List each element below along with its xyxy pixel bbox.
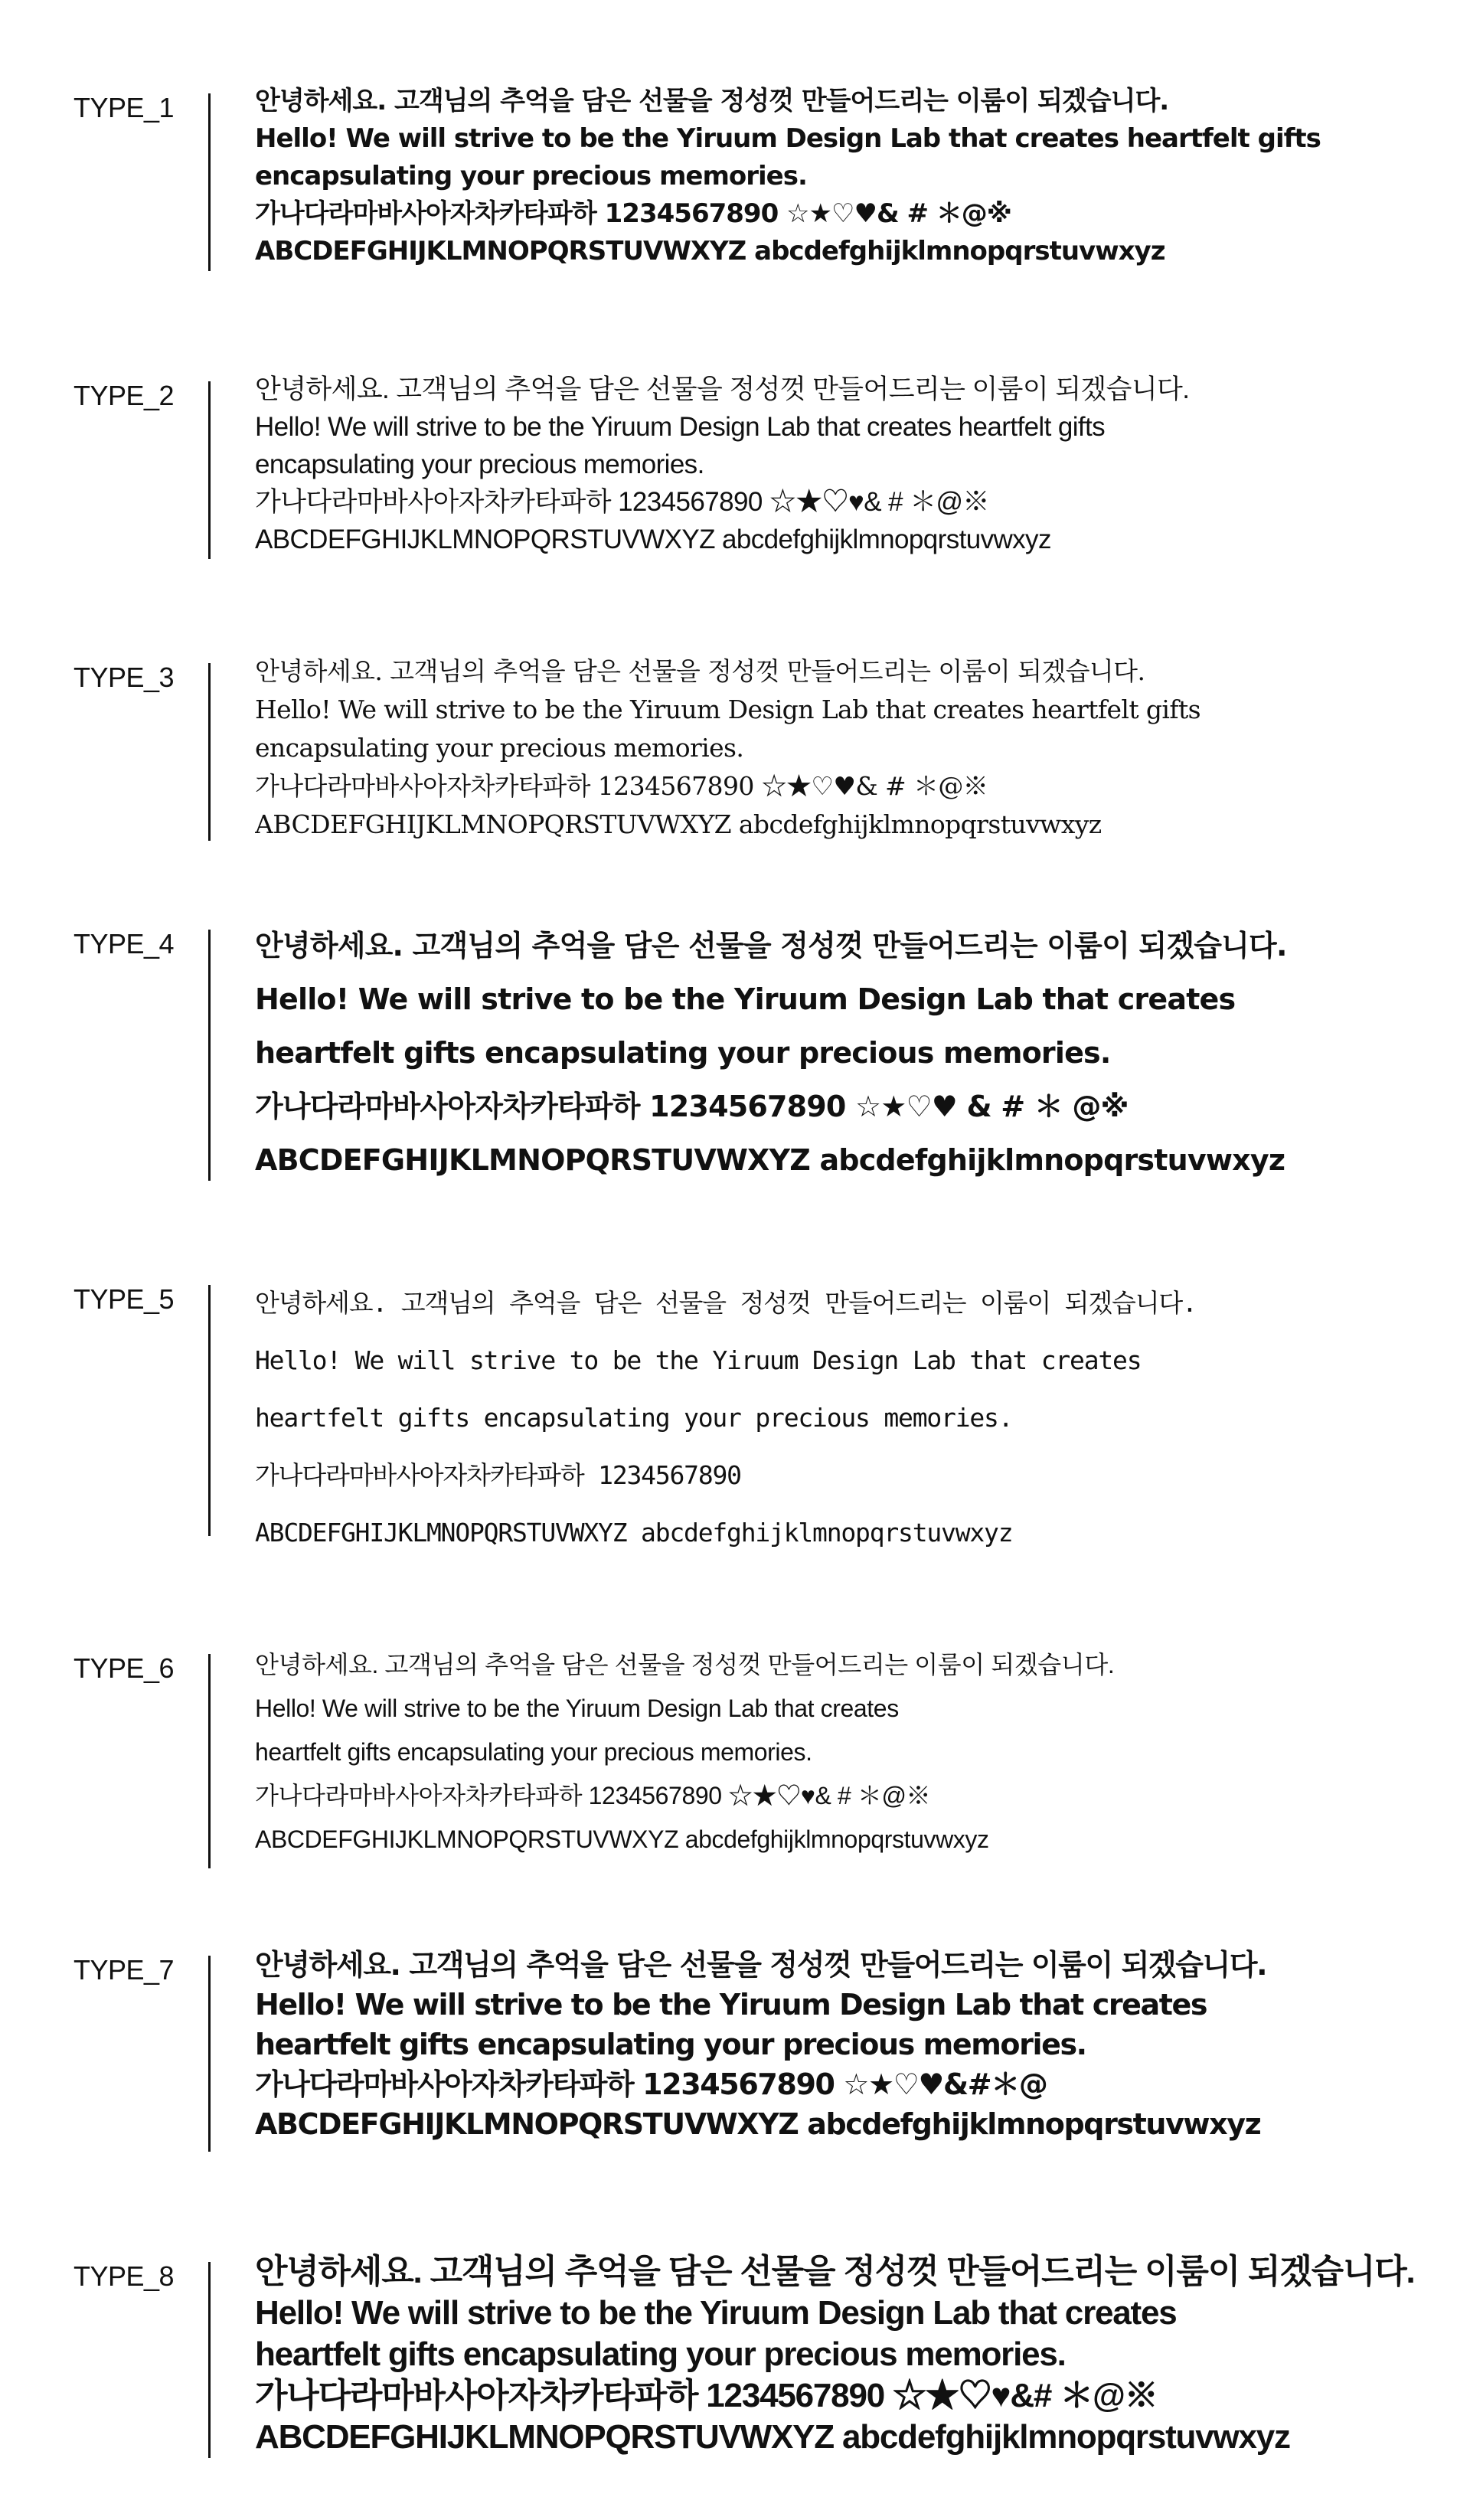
sample-line-glyphs: 가나다라마바사아자차카타파하 1234567890 ☆★♡♥ & # ＊ @※ (255, 1090, 1129, 1123)
sample-line-korean: 안녕하세요. 고객님의 추억을 담은 선물을 정성껏 만들어드리는 이룸이 되겠습니다. (255, 86, 1169, 116)
type-label: TYPE_7 (74, 1954, 175, 1986)
divider-bar (208, 1956, 211, 2152)
sample-line-glyphs: 가나다라마바사아자차카타파하 1234567890 ☆★♡♥& # ＊@※ (255, 1782, 931, 1809)
sample-line-alphabet: ABCDEFGHIJKLMNOPQRSTUVWXYZ abcdefghijklmnopqrstuvwxyz (255, 2107, 1261, 2141)
sample-line-alphabet: ABCDEFGHIJKLMNOPQRSTUVWXYZ abcdefghijklmnopqrstuvwxyz (255, 1143, 1285, 1177)
sample-line-glyphs: 가나다라마바사아자차카타파하 1234567890 ☆★♡♥& # ＊@※ (255, 487, 989, 517)
sample-line-alphabet: ABCDEFGHIJKLMNOPQRSTUVWXYZ abcdefghijklmnopqrstuvwxyz (255, 2418, 1290, 2456)
sample-line-english-1: Hello! We will strive to be the Yiruum Design Lab that creates (255, 1988, 1207, 2022)
sample-line-alphabet: ABCDEFGHIJKLMNOPQRSTUVWXYZ abcdefghijklmnopqrstuvwxyz (255, 525, 1051, 554)
sample-line-english-2: heartfelt gifts encapsulating your precious memories. (255, 1738, 812, 1766)
sample-line-glyphs: 가나다라마바사아자차카타파하 1234567890 ☆★♡♥&#＊@ (255, 2067, 1047, 2101)
sample-line-english-2: encapsulating your precious memories. (255, 449, 704, 479)
sample-line-glyphs: 가나다라마바사아자차카타파하 1234567890 ☆★♡♥&# ＊@※ (255, 2377, 1158, 2414)
sample-text (255, 1945, 1449, 2144)
sample-line-english-1: Hello! We will strive to be the Yiruum Design Lab that creates (255, 1345, 1142, 1375)
sample-line-english-2: heartfelt gifts encapsulating your precious memories. (255, 2028, 1086, 2061)
sample-line-english-1: Hello! We will strive to be the Yiruum Design Lab that creates (255, 2294, 1177, 2332)
sample-text (255, 1274, 1449, 1561)
sample-line-korean: 안녕하세요. 고객님의 추억을 담은 선물을 정성껏 만들어드리는 이룸이 되겠습니다. (255, 656, 1145, 686)
sample-line-alphabet: ABCDEFGHIJKLMNOPQRSTUVWXYZ abcdefghijklmnopqrstuvwxyz (255, 809, 1102, 839)
sample-line-korean: 안녕하세요. 고객님의 추억을 담은 선물을 정성껏 만들어드리는 이룸이 되겠습니다. (255, 1948, 1267, 1982)
sample-line-english-2: heartfelt gifts encapsulating your precious memories. (255, 1403, 1013, 1433)
divider-bar (208, 381, 211, 559)
sample-line-korean: 안녕하세요. 고객님의 추억을 담은 선물을 정성껏 만들어드리는 이룸이 되겠습니다. (255, 1288, 1197, 1318)
sample-line-english-2: encapsulating your precious memories. (255, 733, 744, 763)
sample-line-alphabet: ABCDEFGHIJKLMNOPQRSTUVWXYZ abcdefghijklmnopqrstuvwxyz (255, 1825, 989, 1853)
sample-text (255, 919, 1449, 1187)
sample-line-korean: 안녕하세요. 고객님의 추억을 담은 선물을 정성껏 만들어드리는 이룸이 되겠습니다. (255, 374, 1190, 404)
sample-line-english-1: Hello! We will strive to be the Yiruum Design Lab that creates heartfelt gifts (255, 695, 1200, 724)
divider-bar (208, 1285, 211, 1536)
sample-line-english-1: Hello! We will strive to be the Yiruum Design Lab that creates heartfelt gifts (255, 412, 1106, 442)
sample-text (255, 371, 1449, 558)
type-label: TYPE_6 (74, 1652, 175, 1684)
sample-line-english-2: heartfelt gifts encapsulating your precious memories. (255, 1036, 1111, 1070)
divider-bar (208, 930, 211, 1181)
type-label: TYPE_1 (74, 92, 175, 123)
sample-text (255, 1643, 1449, 1861)
sample-line-glyphs: 가나다라마바사아자차카타파하 1234567890 ☆★♡♥& # ＊@※ (255, 198, 1011, 229)
type-label: TYPE_2 (74, 380, 175, 411)
sample-line-alphabet: ABCDEFGHIJKLMNOPQRSTUVWXYZ abcdefghijklmnopqrstuvwxyz (255, 1518, 1013, 1548)
sample-line-alphabet: ABCDEFGHIJKLMNOPQRSTUVWXYZ abcdefghijklmnopqrstuvwxyz (255, 236, 1165, 266)
sample-line-english-1: Hello! We will strive to be the Yiruum Design Lab that creates heartfelt gifts (255, 123, 1321, 154)
sample-text (255, 652, 1449, 844)
sample-line-korean: 안녕하세요. 고객님의 추억을 담은 선물을 정성껏 만들어드리는 이룸이 되겠습니다. (255, 2253, 1415, 2290)
divider-bar (208, 663, 211, 841)
sample-line-english-2: encapsulating your precious memories. (255, 161, 807, 191)
divider-bar (208, 1654, 211, 1868)
sample-text (255, 2251, 1449, 2458)
type-label: TYPE_4 (74, 928, 175, 959)
type-label: TYPE_8 (74, 2260, 175, 2292)
sample-line-glyphs: 가나다라마바사아자차카타파하 1234567890 ☆★♡♥& # ＊@※ (255, 771, 988, 801)
type-label: TYPE_5 (74, 1283, 175, 1315)
sample-line-english-2: heartfelt gifts encapsulating your precious memories. (255, 2335, 1066, 2373)
divider-bar (208, 2262, 211, 2458)
sample-line-english-1: Hello! We will strive to be the Yiruum Design Lab that creates (255, 982, 1236, 1016)
sample-line-glyphs: 가나다라마바사아자차카타파하 1234567890 (255, 1460, 741, 1490)
sample-line-korean: 안녕하세요. 고객님의 추억을 담은 선물을 정성껏 만들어드리는 이룸이 되겠습니다. (255, 929, 1287, 963)
type-label: TYPE_3 (74, 662, 175, 693)
sample-line-korean: 안녕하세요. 고객님의 추억을 담은 선물을 정성껏 만들어드리는 이룸이 되겠습니다. (255, 1651, 1115, 1678)
sample-line-english-1: Hello! We will strive to be the Yiruum Design Lab that creates (255, 1695, 899, 1722)
sample-text (255, 83, 1449, 270)
divider-bar (208, 93, 211, 271)
